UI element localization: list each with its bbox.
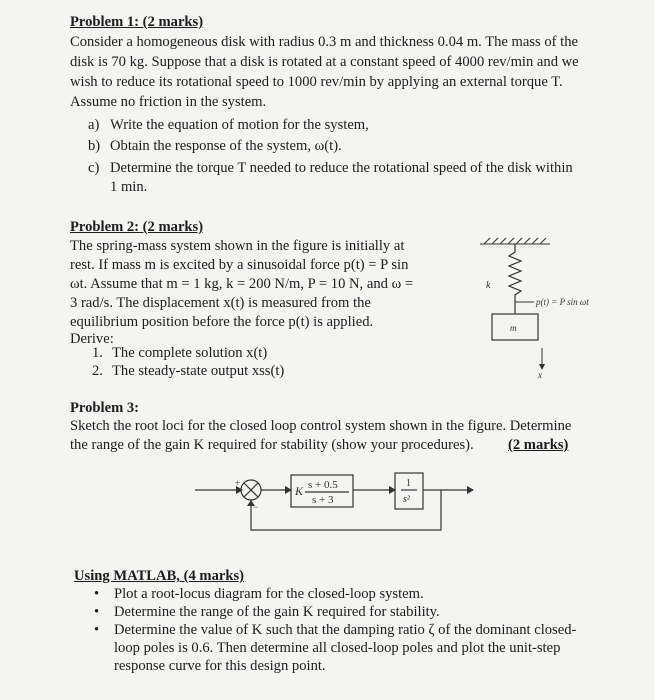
feedback-path <box>251 490 441 530</box>
bullet-3-cont-2: response curve for this design point. <box>114 658 326 674</box>
problem2-line-5: equilibrium position before the force p(t) is applied. <box>70 314 374 330</box>
x-label: x <box>538 370 542 380</box>
problem2-title: Problem 2: (2 marks) <box>70 219 204 235</box>
controller-denominator: s + 3 <box>312 494 334 506</box>
problem1-line-2: disk is 70 kg. Suppose that a disk is rotated at a constant speed of 4000 rev/min and we <box>70 54 579 70</box>
bullet-3-dot: • <box>94 622 100 638</box>
problem1-item-c: Determine the torque T needed to reduce the rotational speed of the disk within <box>110 160 573 176</box>
bullet-1-dot: • <box>94 586 100 602</box>
feedback-minus-sign: − <box>253 502 259 512</box>
problem2-item-2: The steady-state output xss(t) <box>112 363 285 379</box>
problem2-item-1-label: 1. <box>92 345 103 361</box>
gain-k: K <box>295 484 304 498</box>
block-diagram <box>195 470 480 550</box>
plant-numerator: 1 <box>406 478 411 489</box>
problem2-item-1: The complete solution x(t) <box>112 345 268 361</box>
problem1-item-a: Write the equation of motion for the system, <box>110 117 369 133</box>
bullet-3-cont-1: loop poles is 0.6. Then determine all closed-loop poles and plot the unit-step <box>114 640 561 656</box>
problem1-line-3: wish to reduce its rotational speed to 1000 rev/min by applying an external torque T. <box>70 74 563 90</box>
force-label: p(t) = P sin ωt <box>536 297 589 307</box>
problem1-line-1: Consider a homogeneous disk with radius 0.3 m and thickness 0.04 m. The mass of the <box>70 34 579 50</box>
problem1-line-4: Assume no friction in the system. <box>70 94 267 110</box>
bullet-2: Determine the range of the gain K required for stability. <box>114 604 440 620</box>
problem3-line-1: Sketch the root loci for the closed loop control system shown in the figure. Determine <box>70 418 572 434</box>
sum-plus-sign: + <box>235 478 241 488</box>
output-arrowhead <box>467 486 474 494</box>
problem3-title: Problem 3: <box>70 400 140 416</box>
problem2-line-6: Derive: <box>70 331 114 347</box>
force-line <box>515 302 534 314</box>
problem2-line-2: rest. If mass m is excited by a sinusoidal force p(t) = P sin <box>70 257 409 273</box>
problem2-line-3: ωt. Assume that m = 1 kg, k = 200 N/m, P = 10 N, and ω = <box>70 276 414 292</box>
problem3-marks: (2 marks) <box>508 437 569 453</box>
problem2-line-1: The spring-mass system shown in the figure is initially at <box>70 238 405 254</box>
problem1-item-a-label: a) <box>88 117 100 133</box>
spring-label: k <box>486 280 491 291</box>
mass-label: m <box>510 323 517 333</box>
problem1-item-b-label: b) <box>88 138 101 154</box>
problem1-item-c-label: c) <box>88 160 100 176</box>
plant-denominator: s² <box>403 494 410 505</box>
bullet-2-dot: • <box>94 604 100 620</box>
problem1-title: Problem 1: (2 marks) <box>70 14 204 30</box>
problem1-item-b: Obtain the response of the system, ω(t). <box>110 138 342 154</box>
problem3-line-2: the range of the gain K required for stability (show your procedures). <box>70 437 474 453</box>
bullet-3: Determine the value of K such that the damping ratio ζ of the dominant closed- <box>114 622 577 638</box>
controller-numerator: s + 0.5 <box>308 479 338 491</box>
bullet-1: Plot a root-locus diagram for the closed-loop system. <box>114 586 424 602</box>
matlab-title: Using MATLAB, (4 marks) <box>74 568 244 584</box>
spring-mass-figure <box>470 230 620 380</box>
problem1-item-c-cont: 1 min. <box>110 179 148 195</box>
problem2-item-2-label: 2. <box>92 363 103 379</box>
ceiling-hatch <box>480 238 550 244</box>
problem2-line-4: 3 rad/s. The displacement x(t) is measured from the <box>70 295 371 311</box>
